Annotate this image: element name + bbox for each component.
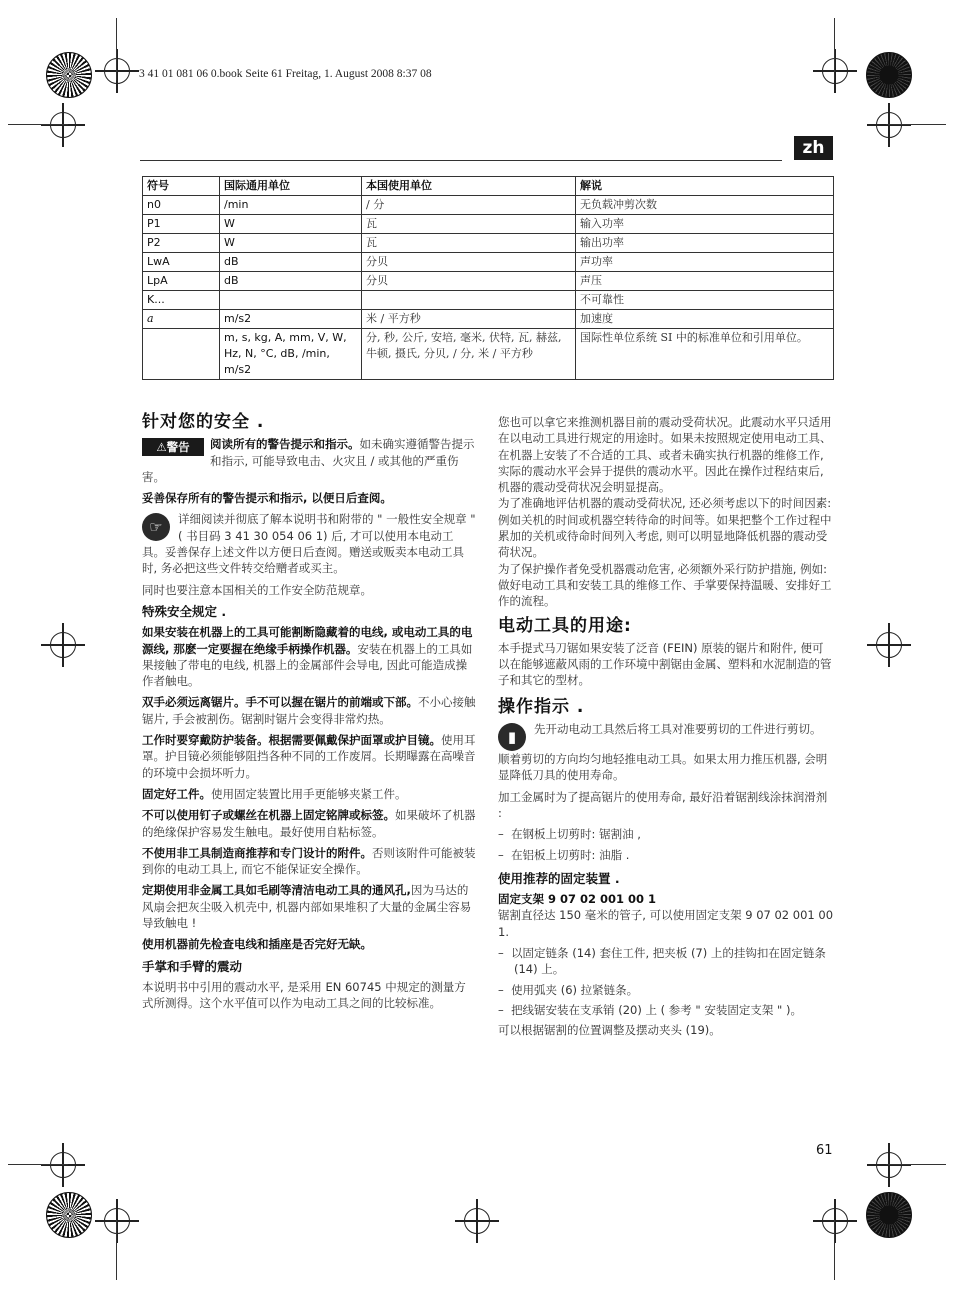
table-cell: dB — [220, 272, 362, 291]
operation-paragraph — [498, 721, 834, 747]
crop-mark-crosshair — [104, 1208, 130, 1234]
crop-line — [886, 124, 946, 125]
table-cell: dB — [220, 253, 362, 272]
table-row — [143, 253, 834, 272]
read-manual-icon: ☞ — [142, 513, 170, 541]
table-cell: 瓦 — [362, 234, 576, 253]
crop-mark-crosshair — [104, 58, 130, 84]
safety-item-bold: 定期使用非金属工具如毛刷等清洁电动工具的通风孔, — [142, 883, 411, 898]
safety-item-bold: 双手必须远离锯片。手不可以握在锯片的前端或下部。 — [142, 695, 418, 710]
table-header-row — [143, 177, 834, 196]
table-cell — [220, 291, 362, 310]
registration-star-top-right — [866, 52, 912, 98]
table-header: 解说 — [576, 177, 834, 196]
safety-item-text: 使用固定装置比用手更能够夹紧工件。 — [211, 786, 407, 801]
crop-mark-crosshair — [464, 1208, 490, 1234]
safety-item — [142, 845, 476, 878]
section-title-safety: 针对您的安全 . — [142, 412, 265, 432]
crop-mark-crosshair — [50, 1152, 76, 1178]
table-header: 符号 — [143, 177, 220, 196]
safety-item-bold: 工作时要穿戴防护装备。根据需要佩戴保护面罩或护目镜。 — [142, 733, 441, 748]
table-cell: K... — [143, 291, 220, 310]
table-cell: 不可靠性 — [576, 291, 834, 310]
safety-item-bold: 不可以使用钉子或螺丝在机器上固定铭牌或标签。 — [142, 808, 395, 823]
table-cell: 输出功率 — [576, 234, 834, 253]
list-item: – 在铝板上切剪时: 油脂 . — [498, 847, 630, 862]
table-row — [143, 310, 834, 329]
symbols-table — [142, 176, 834, 380]
list-item: – 使用弧夹 (6) 拉紧链条。 — [498, 982, 639, 997]
power-tool-icon: ▮ — [498, 723, 526, 751]
table-cell: 瓦 — [362, 215, 576, 234]
crop-mark-crosshair — [50, 632, 76, 658]
table-cell: 无负载冲剪次数 — [576, 196, 834, 215]
table-cell: 米 / 平方秒 — [362, 310, 576, 329]
vibration-paragraph: 为了准确地评估机器的震动受荷状况, 还必须考虑以下的时间因素: 例如关机的时间或机器空转待命的时间等。如果把整个工作过程中累加的关机或待命时间列入考虑, 则可以明显地降低机器的震动受荷状况。 — [498, 496, 832, 560]
safety-item — [142, 786, 476, 802]
safety-item-text: 不小心接触锯片, 手会被割伤。锯割时锯片会变得非常灼热。 — [142, 695, 476, 726]
list-item-text: 以固定链条 (14) 套住工件, 把夹板 (7) 上的挂钩扣在固定链条 (14) 上。 — [511, 946, 826, 977]
table-cell: 输入功率 — [576, 215, 834, 234]
crop-mark-crosshair — [822, 58, 848, 84]
warning-paragraph — [142, 436, 476, 485]
warning-text: 如未确实遵循警告提示和指示, 可能导致电击、火灾且 / 或其他的严重伤害。 — [142, 437, 475, 484]
table-cell: P1 — [143, 215, 220, 234]
safety-item — [142, 807, 476, 840]
safety-item-text: 安装在机器上的工具如果接触了带电的电线, 机器上的金属部件会导电, 因此可能造成操作者触电。 — [142, 641, 473, 689]
safety-item-text: 如果破坏了机器的绝缘保护容易发生触电。最好使用自粘标签。 — [142, 808, 476, 839]
table-cell: 分, 秒, 公斤, 安培, 毫米, 伏特, 瓦, 赫兹, 牛顿, 摄氏, 分贝, / 分, 米 / 平方秒 — [362, 329, 576, 380]
table-cell — [143, 329, 220, 380]
safety-item — [142, 936, 476, 952]
fixture-text: 锯割直径达 150 毫米的管子, 可以使用固定支架 9 07 02 001 00 1. — [498, 908, 834, 939]
table-cell: 国际性单位系统 SI 中的标准单位和引用单位。 — [576, 329, 834, 380]
crop-line — [8, 1164, 68, 1165]
table-row — [143, 234, 834, 253]
table-cell — [362, 291, 576, 310]
crop-line — [834, 1220, 835, 1280]
crop-mark-crosshair — [876, 632, 902, 658]
registration-star-top-left — [46, 52, 92, 98]
crop-mark-crosshair — [876, 112, 902, 138]
list-item-text: 在铝板上切剪时: 油脂 . — [511, 847, 630, 862]
fixture-title: 使用推荐的固定装置 . — [498, 870, 620, 886]
table-row — [143, 196, 834, 215]
registration-star-bottom-right — [866, 1192, 912, 1238]
table-header: 本国使用单位 — [362, 177, 576, 196]
language-badge: zh — [794, 136, 833, 160]
safety-item — [142, 624, 476, 689]
left-column — [142, 414, 476, 1017]
crop-line — [834, 18, 835, 80]
crop-line — [8, 124, 68, 125]
safety-item-text: 否则该附件可能被装到你的电动工具上, 而它不能保证安全操作。 — [142, 845, 476, 877]
table-cell: 分贝 — [362, 272, 576, 291]
list-item: – 在钢板上切剪时: 锯割油 , — [498, 827, 641, 842]
header-rule — [140, 160, 782, 161]
warning-bold-text: 阅读所有的警告提示和指示。 — [210, 437, 360, 452]
table-row — [143, 272, 834, 291]
registration-star-bottom-left — [46, 1192, 92, 1238]
table-cell: 声功率 — [576, 253, 834, 272]
table-cell: W — [220, 215, 362, 234]
crop-line — [116, 1220, 117, 1280]
safety-item-text: 因为马达的风扇会把灰尘吸入机壳中, 机器内部如果堆积了大量的金属尘容易导致触电 ! — [142, 883, 472, 931]
table-header: 国际通用单位 — [220, 177, 362, 196]
special-safety-title: 特殊安全规定 . — [142, 603, 227, 619]
list-item: – 把线锯安装在支承销 (20) 上 ( 参考 " 安装固定支架 " )。 — [498, 1002, 802, 1017]
print-header: 3 41 01 081 06 0.book Seite 61 Freitag, 1. August 2008 8:37 08 — [139, 68, 432, 80]
section-title-use: 电动工具的用途: — [498, 615, 632, 636]
vibration-title: 手掌和手臂的震动 — [142, 958, 243, 974]
list-item-text: 在钢板上切剪时: 锯割油 , — [511, 827, 641, 842]
keep-instructions: 妥善保存所有的警告提示和指示, 以便日后查阅。 — [142, 491, 392, 506]
list-item-text: 使用弧夹 (6) 拉紧链条。 — [511, 982, 639, 997]
crop-mark-crosshair — [876, 1152, 902, 1178]
vibration-paragraph: 为了保护操作者免受机器震动危害, 必须额外采行防护措施, 例如: 做好电动工具和安装工具的维修工作、手掌要保持温暖、安排好工作的流程。 — [498, 561, 832, 609]
safety-item — [142, 882, 476, 931]
table-cell: m, s, kg, A, mm, V, W, Hz, N, °C, dB, /min, m/s2 — [220, 329, 362, 380]
use-text: 本手提式马刀锯如果安装了泛音 (FEIN) 原装的锯片和附件, 便可以在能够遮蔽风雨的工作环境中割锯由金属、塑料和水泥制造的管子和其它的型材。 — [498, 640, 832, 688]
table-cell: a — [143, 310, 220, 329]
table-row — [143, 291, 834, 310]
table-cell: 分贝 — [362, 253, 576, 272]
operation-text: 加工金属时为了提高锯片的使用寿命, 最好沿着锯割线涂抹润滑剂 : — [498, 789, 828, 820]
list-item: – 以固定链条 (14) 套住工件, 把夹板 (7) 上的挂钩扣在固定链条 (14) 上。 — [498, 946, 826, 977]
list-item-text: 把线锯安装在支承销 (20) 上 ( 参考 " 安装固定支架 " )。 — [511, 1002, 802, 1017]
table-cell: W — [220, 234, 362, 253]
safety-item-bold: 不使用非工具制造商推荐和专门设计的附件。 — [142, 845, 372, 860]
manual-text: 详细阅读并彻底了解本说明书和附带的 " 一般性安全规章 " ( 书目码 3 41 30 054 06 1) 后, 才可以使用本电动工具。妥善保存上述文件以方便日后查阅。赠送或贩卖本电动工具时, 务必把这些文件转交给赠者或买主。 — [142, 512, 476, 576]
table-row — [143, 329, 834, 380]
table-cell: 声压 — [576, 272, 834, 291]
table-row — [143, 215, 834, 234]
table-cell: /min — [220, 196, 362, 215]
crop-mark-crosshair — [50, 112, 76, 138]
table-cell: m/s2 — [220, 310, 362, 329]
operation-text: 先开动电动工具然后将工具对准要剪切的工件进行剪切。 — [534, 722, 822, 737]
warning-badge: ⚠警告 — [142, 438, 204, 456]
vibration-text: 本说明书中引用的震动水平, 是采用 EN 60745 中规定的测量方式所测得。这个水平值可以作为电动工具之间的比较标准。 — [142, 979, 466, 1011]
table-cell: LwA — [143, 253, 220, 272]
crop-line — [116, 18, 117, 80]
safety-item-bold: 如果安装在机器上的工具可能割断隐藏着的电线, 或电动工具的电源线, 那麽一定要握在绝缘手柄操作机器。 — [142, 625, 473, 656]
fixture-label: 固定支架 9 07 02 001 00 1 — [498, 892, 657, 907]
vibration-paragraph: 您也可以拿它来推测机器目前的震动受荷状况。此震动水平只适用在以电动工具进行规定的用途时。如果未按照规定使用电动工具、在机器上安装了不合适的工具、或者未确实执行机器的维修工作, 实际的震动水平会异于提供的震动水平。因此在操作过程结束后, 机器的震动受荷状况会明显提高。 — [498, 415, 832, 495]
right-column — [498, 414, 834, 1044]
safety-item-bold: 使用机器前先检查电线和插座是否完好无缺。 — [142, 937, 372, 952]
manual-paragraph — [142, 511, 476, 576]
safety-item — [142, 732, 476, 781]
crop-mark-crosshair — [822, 1208, 848, 1234]
table-cell: / 分 — [362, 196, 576, 215]
section-title-operation: 操作指示 . — [498, 696, 585, 717]
table-cell: 加速度 — [576, 310, 834, 329]
safety-item — [142, 694, 476, 727]
operation-text: 顺着剪切的方向均匀地轻推电动工具。如果太用力推压机器, 会明显降低刀具的使用寿命。 — [498, 752, 828, 783]
safety-item-bold: 固定好工件。 — [142, 786, 211, 801]
table-cell: P2 — [143, 234, 220, 253]
crop-line — [886, 1164, 946, 1165]
fixture-end-text: 可以根据锯割的位置调整及摆动夹头 (19)。 — [498, 1023, 721, 1038]
page-number: 61 — [816, 1143, 833, 1158]
safety-item-text: 使用耳罩。护目镜必须能够阻挡各种不同的工作废屑。长期曝露在高噪音的环境中会损坏听力。 — [142, 733, 476, 780]
table-cell: n0 — [143, 196, 220, 215]
table-cell: LpA — [143, 272, 220, 291]
local-rules-text: 同时也要注意本国相关的工作安全防范规章。 — [142, 582, 372, 597]
